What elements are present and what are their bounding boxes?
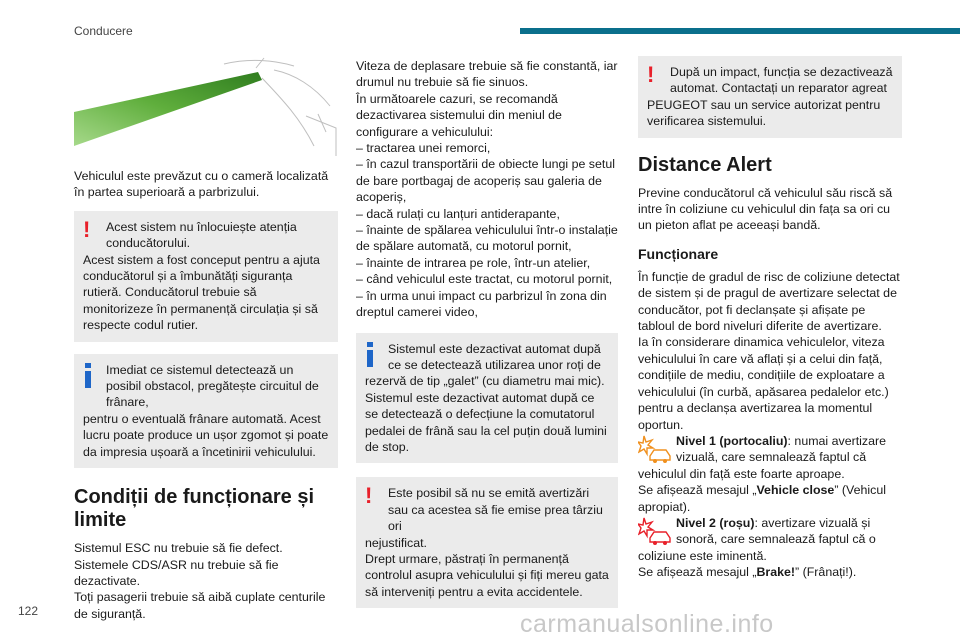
level-1-message-prefix: Se afișează mesajul „ — [638, 483, 757, 498]
warning-text-lead: Acest sistem nu înlocuiește atenția conducătorului. — [106, 219, 297, 251]
warning-text: nejustificat. Drept urmare, păstrați în permanență controlul asupra vehiculului și fiți mereu gata să interveniți pentru a evita accidentele. — [365, 535, 609, 599]
warning-exclamation-icon: ! — [83, 216, 91, 242]
warning-exclamation-icon: ! — [647, 62, 655, 87]
level-1-message-suffix: ” (Vehicul apropiat). — [638, 483, 886, 514]
distance-alert-intro: Previne conducătorul că vehiculul său riscă să intre în coliziune cu vehiculul din fața sa ori cu un pieton aflat pe aceeași bandă. — [638, 185, 893, 233]
level-1-text: : numai avertizare vizuală, care semnalează faptul că — [676, 433, 887, 465]
page-number: 122 — [18, 604, 39, 618]
deactivation-text: Viteza de deplasare trebuie să fie constantă, iar drumul nu trebuie să fie sinuos. În următoarele cazuri, se recomandă dezactivarea sistemului din meniul de configurare a vehiculului: – tractarea unei remorci, – în cazul transportării de obiecte lungi pe setul de bare portbagaj de acoperiș sau galeria de acoperiș, – dacă rulați cu lanțuri antiderapante, – înainte de spălarea vehiculului într-o instalație de spălare automată, cu motorul pornit, – înainte de intrarea pe role, într-un atelier, – când vehiculul este tractat, cu motorul pornit, – în urma unui impact cu parbrizul în zona din dreptul camerei video, — [356, 59, 618, 320]
info-box — [356, 333, 618, 464]
level-2-text-rest: coliziune este iminentă. — [638, 548, 767, 563]
column-2 — [356, 58, 618, 608]
conditions-heading: Condiții de funcționare și limite — [74, 486, 315, 532]
info-icon — [365, 341, 379, 365]
level-1-label: Nivel 1 (portocaliu) — [676, 433, 788, 448]
collision-alert-orange-icon — [638, 434, 672, 464]
collision-alert-red-icon — [638, 516, 672, 546]
warning-box — [356, 477, 618, 608]
level-2-message-prefix: Se afișează mesajul „ — [638, 565, 757, 580]
level-2-text: : avertizare vizuală și sonoră, care semnalează faptul că o — [676, 515, 876, 547]
camera-intro-text: Vehiculul este prevăzut cu o cameră localizată în partea superioară a parbrizului. — [74, 169, 329, 200]
level-2-message-suffix: ” (Frânați!). — [795, 565, 857, 580]
level-1-item — [638, 433, 902, 515]
column-3 — [638, 56, 902, 581]
info-icon — [83, 362, 97, 386]
info-text-lead: Imediat ce sistemul detectează un posibil obstacol, pregătește circuitul de frânare, — [106, 362, 319, 410]
info-box — [74, 354, 338, 468]
conditions-text: Sistemul ESC nu trebuie să fie defect. Sistemele CDS/ASR nu trebuie să fie dezactivate. Toți pasagerii trebuie să aibă cuplate centurile de siguranță. — [74, 541, 326, 621]
function-text: În funcție de gradul de risc de coliziune detectat de sistem și de pragul de avertizare selectat de conducător, pot fi declanșate și afișate pe tabloul de bord niveluri diferite de avertizare. Ia în considerare dinamica vehiculelor, viteza vehiculului în care vă aflați și a celui din față, condițiile de mediu, condițiile de exploatare a vehiculului (în curbă, apăsarea pedalelor etc.) pentru a declanșa avertizarea la momentul oportun. — [638, 269, 900, 432]
warning-text-lead: Este posibil să nu se emită avertizări sau ca acestea să fie emise prea târziu ori — [388, 486, 603, 534]
column-1 — [74, 56, 338, 622]
level-1-message: Vehicle close — [756, 483, 835, 498]
level-2-label: Nivel 2 (roșu) — [676, 515, 755, 530]
section-title: Conducere — [74, 24, 133, 38]
camera-illustration — [74, 56, 338, 158]
function-subheading: Funcționare — [638, 245, 719, 262]
warning-box — [638, 56, 902, 138]
level-1-text-rest: vehiculul din față este foarte aproape. — [638, 466, 845, 481]
info-text-lead: Sistemul este dezactivat automat după ce se detectează utilizarea unor roți de — [388, 341, 601, 372]
level-2-item — [638, 515, 902, 581]
warning-box — [74, 211, 338, 342]
info-text: pentru o eventuală frânare automată. Acest lucru poate produce un ușor zgomot și poate da impresia ușoară a încetinirii vehiculului. — [83, 411, 329, 459]
watermark: carmanualsonline.info — [520, 610, 774, 638]
header-accent-bar — [520, 28, 960, 34]
warning-text-lead: După un impact, funcția se dezactivează automat. Contactați un reparator agreat — [670, 65, 893, 96]
distance-alert-heading: Distance Alert — [638, 153, 772, 176]
warning-exclamation-icon: ! — [365, 483, 373, 509]
level-2-message: Brake! — [756, 565, 796, 580]
warning-text: PEUGEOT sau un service autorizat pentru verificarea sistemului. — [647, 97, 881, 129]
warning-text: Acest sistem a fost conceput pentru a ajuta conducătorul și a îmbunătăți siguranța rutieră. Conducătorul trebuie să monitorizeze în permanență circulația și să respecte codul rutier. — [83, 252, 320, 333]
info-text: rezervă de tip „galet” (cu diametru mai mic). Sistemul este dezactivat automat după ce se detectează o defecțiune la comutatorul pedalei de frână sau la cel puțin două lumini de stop. — [365, 374, 607, 454]
